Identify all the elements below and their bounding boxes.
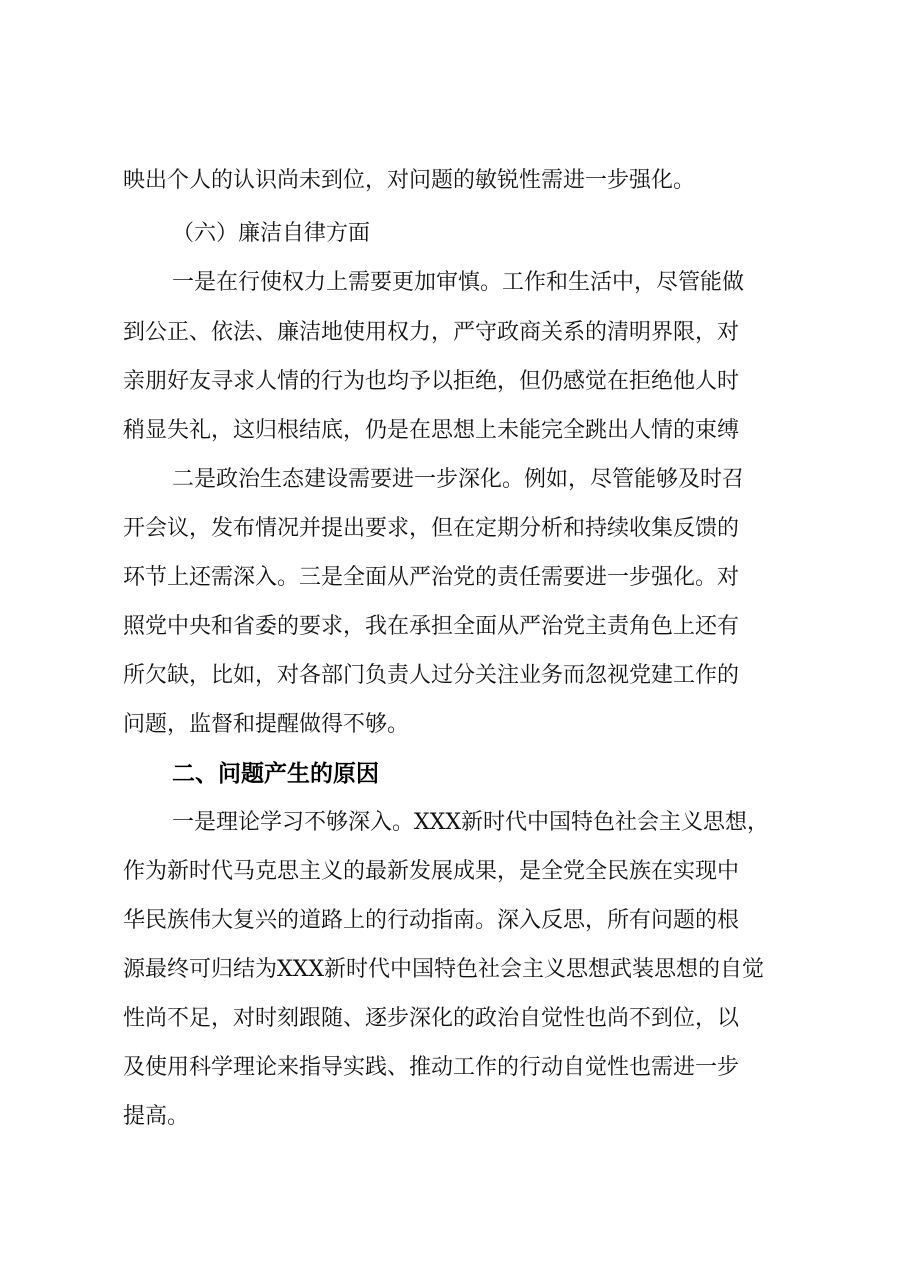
paragraph-line: 映出个人的认识尚未到位，对问题的敏锐性需进一步强化。 [123, 168, 696, 193]
paragraph-line: 亲朋好友寻求人情的行为也均予以拒绝，但仍感觉在拒绝他人时 [123, 369, 740, 394]
section-heading-integrity: （六）廉洁自律方面 [172, 221, 371, 246]
paragraph-line: 所欠缺，比如，对各部门负责人过分关注业务而忽视党建工作的 [123, 663, 740, 688]
paragraph-line: 开会议，发布情况并提出要求，但在定期分析和持续收集反馈的 [123, 516, 740, 541]
paragraph-line: 一是在行使权力上需要更加审慎。工作和生活中，尽管能做 [172, 270, 745, 295]
paragraph-line: 及使用科学理论来指导实践、推动工作的行动自觉性也需进一步 [123, 1055, 740, 1080]
section-heading-causes: 二、问题产生的原因 [172, 761, 379, 787]
paragraph-line: 性尚不足，对时刻跟随、逐步深化的政治自觉性也尚不到位，以 [123, 1006, 740, 1031]
paragraph-line: 稍显失礼，这归根结底，仍是在思想上未能完全跳出人情的束缚 [123, 418, 740, 443]
paragraph-line: 提高。 [123, 1104, 190, 1129]
paragraph-line: 照党中央和省委的要求，我在承担全面从严治党主责角色上还有 [123, 614, 740, 639]
paragraph-line: 一是理论学习不够深入。XXX新时代中国特色社会主义思想， [172, 810, 769, 835]
paragraph-line: 问题，监督和提醒做得不够。 [123, 712, 410, 737]
paragraph-line: 源最终可归结为XXX新时代中国特色社会主义思想武装思想的自觉 [123, 957, 764, 982]
paragraph-line: 到公正、依法、廉洁地使用权力，严守政商关系的清明界限，对 [123, 320, 740, 345]
paragraph-line: 二是政治生态建设需要进一步深化。例如，尽管能够及时召 [172, 467, 745, 492]
paragraph-line: 作为新时代马克思主义的最新发展成果，是全党全民族在实现中 [123, 859, 740, 884]
paragraph-line: 华民族伟大复兴的道路上的行动指南。深入反思，所有问题的根 [123, 908, 740, 933]
paragraph-line: 环节上还需深入。三是全面从严治党的责任需要进一步强化。对 [123, 565, 740, 590]
